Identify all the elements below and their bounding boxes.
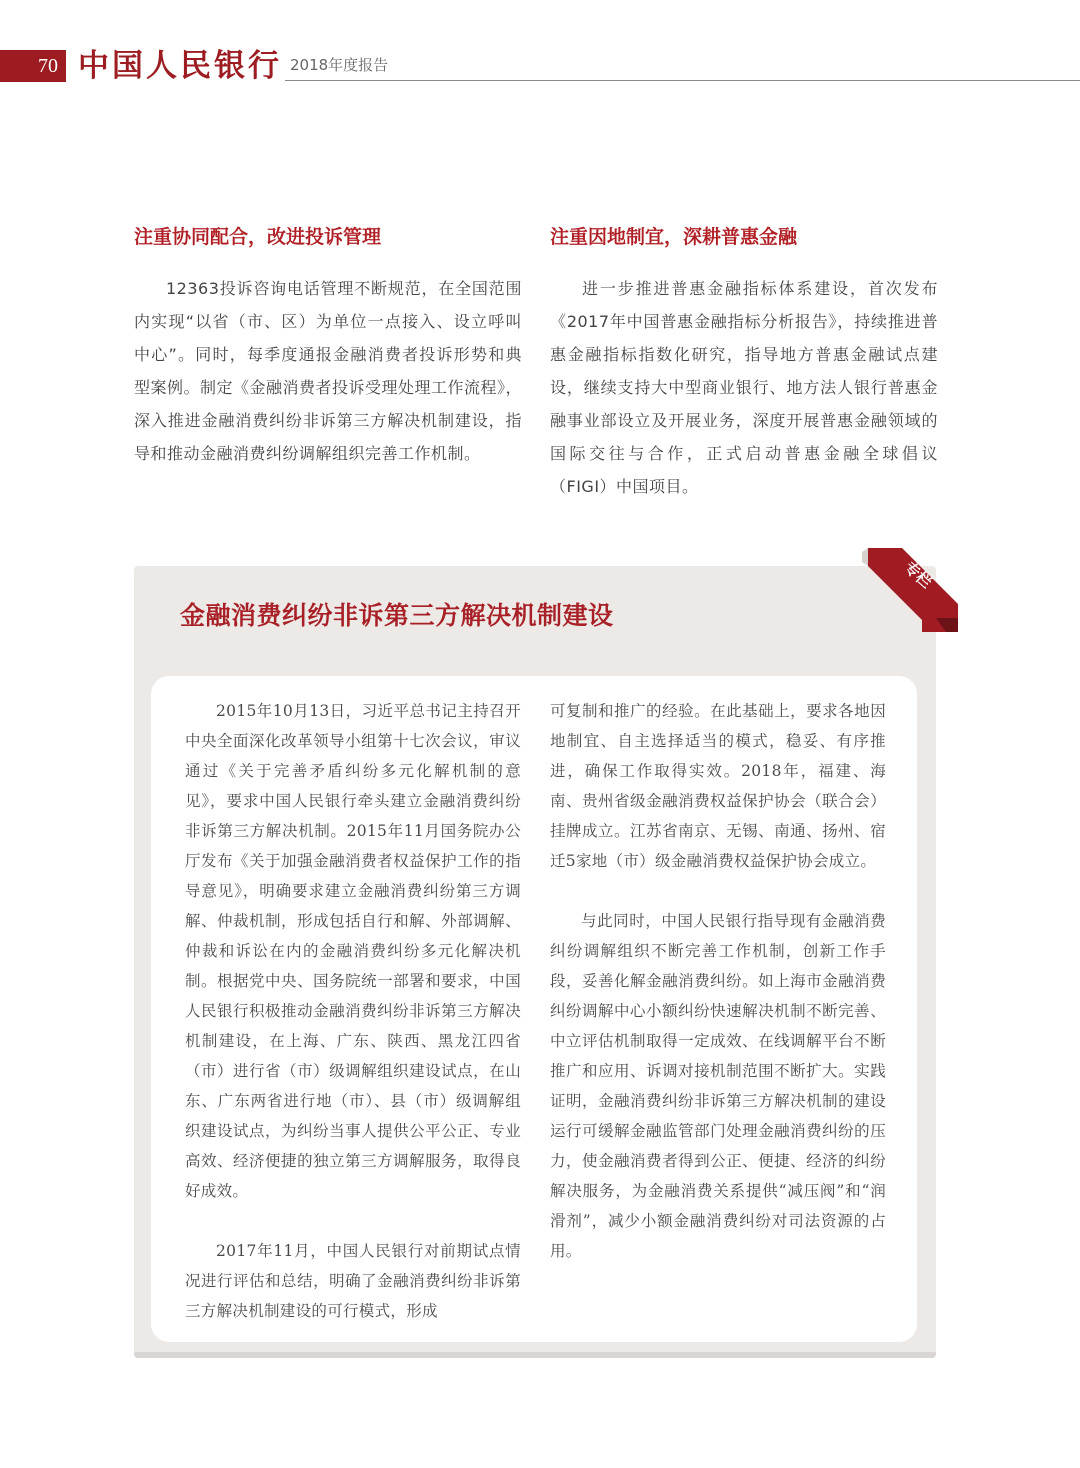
paragraph: 2017年11月，中国人民银行对前期试点情况进行评估和总结，明确了金融消费纠纷非诉第三方解决机制建设的可行模式，形成: [185, 1242, 521, 1320]
right-section-body: 进一步推进普惠金融指标体系建设，首次发布《2017年中国普惠金融指标分析报告》，持续推进普惠金融指标指数化研究，指导地方普惠金融试点建设，继续支持大中型商业银行、地方法人银行普惠金融事业部设立及开展业务，深度开展普惠金融领域的国际交往与合作，正式启动普惠金融全球倡议（FIGI）中国项目。: [550, 279, 938, 496]
page-number: 70: [0, 50, 66, 82]
paragraph: 与此同时，中国人民银行指导现有金融消费纠纷调解组织不断完善工作机制，创新工作手段，妥善化解金融消费纠纷。如上海市金融消费纠纷调解中心小额纠纷快速解决机制不断完善、中立评估机制取得一定成效、在线调解平台不断推广和应用、诉调对接机制范围不断扩大。实践证明，金融消费纠纷非诉第三方解决机制的建设运行可缓解金融监管部门处理金融消费纠纷的压力，使金融消费者得到公正、便捷、经济的纠纷解决服务，为金融消费关系提供“减压阀”和“润滑剂”，减少小额金融消费纠纷对司法资源的占用。: [550, 912, 886, 1260]
left-section: [134, 222, 522, 470]
page-header: [0, 0, 1080, 90]
ribbon-label: 专栏: [900, 558, 936, 592]
left-section-body: 12363投诉咨询电话管理不断规范，在全国范围内实现“以省（市、区）为单位一点接入、设立呼叫中心”。同时，每季度通报金融消费者投诉形势和典型案例。制定《金融消费者投诉受理处理工作流程》，深入推进金融消费纠纷非诉第三方解决机制建设，指导和推动金融消费纠纷调解组织完善工作机制。: [134, 279, 523, 463]
special-column-left-text: [185, 696, 521, 1326]
right-section-heading: 注重因地制宜，深耕普惠金融: [550, 226, 798, 248]
right-section: [550, 222, 938, 503]
header-divider: [285, 80, 1080, 81]
special-column-right-text: [550, 696, 886, 1266]
paragraph: 可复制和推广的经验。在此基础上，要求各地因地制宜、自主选择适当的模式，稳妥、有序推进，确保工作取得实效。2018年，福建、海南、贵州省级金融消费权益保护协会（联合会）挂牌成立。江苏省南京、无锡、南通、扬州、宿迁5家地（市）级金融消费权益保护协会成立。: [550, 702, 886, 870]
bank-name-logo: 中国人民银行: [78, 48, 282, 84]
left-section-heading: 注重协同配合，改进投诉管理: [134, 226, 382, 248]
special-column-box-edge: [134, 1352, 936, 1358]
paragraph: 2015年10月13日，习近平总书记主持召开中央全面深化改革领导小组第十七次会议，审议通过《关于完善矛盾纠纷多元化解机制的意见》，要求中国人民银行牵头建立金融消费纠纷非诉第三方解决机制。2015年11月国务院办公厅发布《关于加强金融消费者权益保护工作的指导意见》，明确要求建立金融消费纠纷第三方调解、仲裁机制，形成包括自行和解、外部调解、仲裁和诉讼在内的金融消费纠纷多元化解决机制。根据党中央、国务院统一部署和要求，中国人民银行积极推动金融消费纠纷非诉第三方解决机制建设，在上海、广东、陕西、黑龙江四省（市）进行省（市）级调解组织建设试点，在山东、广东两省进行地（市）、县（市）级调解组织建设试点，为纠纷当事人提供公平公正、专业高效、经济便捷的独立第三方调解服务，取得良好成效。: [185, 702, 521, 1200]
report-year: 2018年度报告: [290, 56, 389, 74]
special-column-title: 金融消费纠纷非诉第三方解决机制建设: [180, 601, 614, 630]
